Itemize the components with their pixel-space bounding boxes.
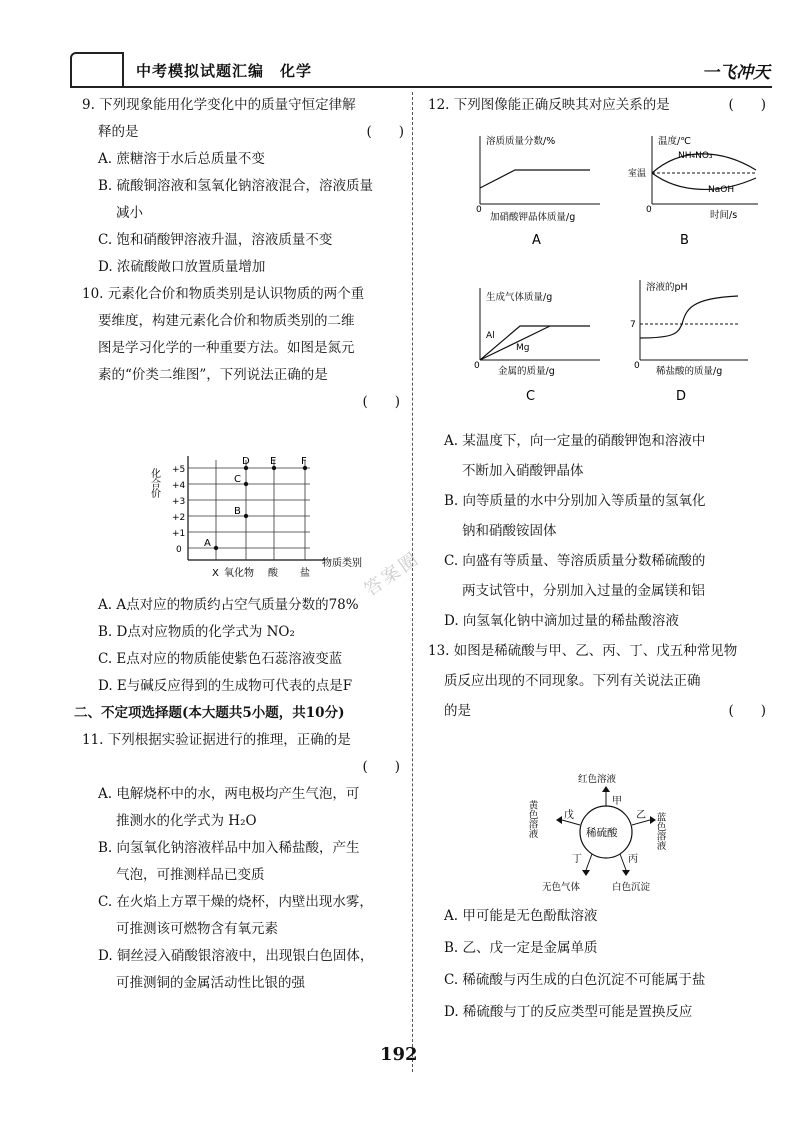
q12d-tag: D bbox=[676, 389, 687, 404]
q10-option-c: C. E点对应的物质能使紫色石蕊溶液变蓝 bbox=[98, 651, 343, 667]
q11-option-b-2: 气泡，可推测样品已变质 bbox=[116, 867, 265, 883]
q10-option-d: D. E与碱反应得到的生成物可代表的点是F bbox=[98, 678, 353, 694]
q12c-s1: Al bbox=[486, 331, 495, 341]
q12d-ylabel: 溶液的pH bbox=[646, 282, 688, 293]
q11-option-c-1: C. 在火焰上方罩干燥的烧杯，内壁出现水雾， bbox=[98, 894, 373, 910]
q13-node-wu: 戊 bbox=[564, 810, 574, 821]
left-column bbox=[82, 92, 404, 416]
column-divider bbox=[412, 92, 413, 1072]
q11-option-a-1: A. 电解烧杯中的水，两电极均产生气泡，可 bbox=[98, 786, 360, 802]
q12-chart-d bbox=[630, 280, 748, 404]
q12b-tag: B bbox=[680, 233, 689, 248]
q12-option-a: A. 某温度下，向一定量的硝酸钾饱和溶液中 bbox=[444, 433, 706, 449]
q10-line-4: 素的“价类二维图”，下列说法正确的是 bbox=[98, 367, 328, 383]
q10-line-3: 图是学习化学的一种重要方法。如图是氮元 bbox=[98, 340, 355, 356]
q12b-room: 室温 bbox=[628, 169, 647, 179]
q12b-xlabel: 时间/s bbox=[710, 210, 738, 221]
q13-node-yi: 乙 bbox=[636, 810, 646, 821]
q12-stem bbox=[428, 92, 766, 119]
q13-option-d: D. 稀硫酸与丁的反应类型可能是置换反应 bbox=[444, 1004, 693, 1020]
q11-stem: 11. 下列根据实验证据进行的推理，正确的是 bbox=[82, 732, 351, 748]
q12-chart-a bbox=[476, 135, 600, 248]
q13-node-bing: 丙 bbox=[628, 854, 638, 865]
q12-option-c-2: 两支试管中，分别加入过量的金属镁和铝 bbox=[462, 583, 705, 599]
q12-chart-c bbox=[474, 288, 600, 404]
q12-option-d: D. 向氢氧化钠中滴加过量的稀盐酸溶液 bbox=[444, 613, 679, 629]
q13-paren: ( ) bbox=[728, 703, 766, 719]
q12-option-b-2: 钠和硝酸铵固体 bbox=[462, 523, 557, 539]
q12a-ylabel: 溶质质量分数/% bbox=[486, 136, 556, 147]
q10-option-b: B. D点对应物质的化学式为 NO₂ bbox=[98, 624, 295, 640]
q10-point-a-label: A bbox=[204, 538, 211, 549]
q11-option-c-2: 可推测该可燃物含有氧元素 bbox=[116, 921, 278, 937]
q10-point-d-label: D bbox=[242, 456, 250, 467]
q13-option-a: A. 甲可能是无色酚酞溶液 bbox=[444, 908, 598, 924]
left-column-lower bbox=[74, 592, 404, 997]
q10-line-1: 10. 元素化合价和物质类别是认识物质的两个重 bbox=[82, 286, 365, 302]
q10-ytick-3: +3 bbox=[172, 497, 186, 507]
q11-paren: ( ) bbox=[362, 759, 400, 775]
q12c-tag: C bbox=[526, 389, 536, 404]
q12b-origin: 0 bbox=[646, 205, 652, 215]
q10-xtick-oxide: 氧化物 bbox=[224, 568, 254, 579]
q12a-origin: 0 bbox=[476, 205, 482, 215]
watermark-stamp: 答案圈 bbox=[360, 547, 425, 601]
q12b-ylabel: 温度/℃ bbox=[658, 136, 691, 147]
section-2-title: 二、不定项选择题(本大题共5小题，共10分) bbox=[74, 705, 345, 721]
q10-option-a: A. A点对应的物质约占空气质量分数的78% bbox=[98, 597, 359, 613]
header-logo bbox=[70, 52, 124, 88]
q13-stem-3-text: 的是 bbox=[444, 703, 471, 719]
q12-stem-text: 12. 下列图像能正确反映其对应关系的是 bbox=[428, 97, 670, 113]
q12-charts bbox=[440, 128, 770, 428]
q9-stem-2 bbox=[82, 119, 404, 146]
q10-ytick-0: 0 bbox=[176, 545, 182, 555]
header-rule bbox=[70, 86, 772, 88]
q9-option-b-1: B. 硫酸铜溶液和氢氧化钠溶液混合，溶液质量 bbox=[98, 178, 374, 194]
q13-option-b: B. 乙、戊一定是金属单质 bbox=[444, 940, 598, 956]
q12c-s2: Mg bbox=[516, 343, 530, 353]
q10-line-2: 要维度，构建元素化合价和物质类别的二维 bbox=[98, 313, 355, 329]
q10-ytick-5: +5 bbox=[172, 465, 186, 475]
q13-stem-3 bbox=[428, 696, 766, 726]
q13-option-c: C. 稀硫酸与丙生成的白色沉淀不可能属于盐 bbox=[444, 972, 706, 988]
header-brand: 一飞冲天 bbox=[702, 63, 770, 83]
q12-option-b: B. 向等质量的水中分别加入等质量的氢氧化 bbox=[444, 493, 706, 509]
q12c-ylabel: 生成气体质量/g bbox=[486, 292, 553, 303]
q12d-seven: 7 bbox=[630, 320, 636, 330]
q10-ytick-1: +1 bbox=[172, 529, 186, 539]
q12b-s1: NH₄NO₃ bbox=[678, 151, 713, 161]
q12-option-c: C. 向盛有等质量、等溶质质量分数稀硫酸的 bbox=[444, 553, 706, 569]
q10-point-a bbox=[214, 546, 218, 550]
q11-option-d-1: D. 铜丝浸入硝酸银溶液中，出现银白色固体， bbox=[98, 948, 374, 964]
q12-option-a-2: 不断加入硝酸钾晶体 bbox=[462, 463, 584, 479]
q13-left-result: 黄色溶液 bbox=[526, 800, 538, 838]
q12-stem-row bbox=[428, 92, 766, 119]
q10-xtick-x: X bbox=[212, 568, 219, 579]
q13-node-ding: 丁 bbox=[572, 854, 582, 865]
q12b-s2: NaOH bbox=[708, 185, 735, 195]
q13-br-result: 白色沉淀 bbox=[612, 882, 651, 893]
q13-node-jia: 甲 bbox=[612, 796, 622, 807]
page-number: 192 bbox=[380, 1044, 418, 1065]
q11-option-d-2: 可推测铜的金属活动性比银的强 bbox=[116, 975, 305, 991]
q12a-tag: A bbox=[532, 233, 541, 248]
q12d-origin: 0 bbox=[634, 361, 640, 371]
q9-option-b-2: 减小 bbox=[116, 205, 143, 221]
q9-option-a: A. 蔗糖溶于水后总质量不变 bbox=[98, 151, 265, 167]
q10-chart bbox=[150, 448, 360, 588]
q12d-xlabel: 稀盐酸的质量/g bbox=[656, 366, 723, 377]
q13-stem-1: 13. 如图是稀硫酸与甲、乙、丙、丁、戊五种常见物 bbox=[428, 643, 738, 659]
q10-xtick-salt: 盐 bbox=[300, 568, 310, 579]
q10-ytick-4: +4 bbox=[172, 481, 186, 491]
q10-point-c-label: C bbox=[234, 474, 241, 485]
header-title: 中考模拟试题汇编 化学 bbox=[136, 62, 313, 80]
q13-center: 稀硫酸 bbox=[586, 827, 618, 839]
q9-option-d: D. 浓硫酸敞口放置质量增加 bbox=[98, 259, 266, 275]
q11-option-b-1: B. 向氢氧化钠溶液样品中加入稀盐酸，产生 bbox=[98, 840, 360, 856]
q9-stem-2-text: 释的是 bbox=[98, 124, 139, 140]
q10-xlabel: 物质类别 bbox=[322, 558, 362, 569]
q10-point-b-label: B bbox=[234, 506, 241, 517]
q10-point-b bbox=[244, 514, 248, 518]
q13-options bbox=[428, 900, 766, 1028]
q12a-xlabel: 加硝酸钾晶体质量/g bbox=[490, 212, 576, 223]
q12-paren: ( ) bbox=[728, 97, 766, 113]
q12-chart-b bbox=[628, 135, 758, 248]
q9-paren: ( ) bbox=[366, 124, 404, 140]
q13-stem-2: 质反应出现的不同现象。下列有关说法正确 bbox=[444, 673, 701, 689]
q10-point-e-label: E bbox=[270, 456, 277, 467]
q10-point-c bbox=[244, 482, 248, 486]
q13-top-result: 红色溶液 bbox=[578, 774, 617, 785]
q9-stem-1: 9. 下列现象能用化学变化中的质量守恒定律解 bbox=[82, 97, 356, 113]
q10-ylabel: 化合价 bbox=[148, 468, 160, 498]
q10-ytick-2: +2 bbox=[172, 513, 186, 523]
q12c-origin: 0 bbox=[474, 361, 480, 371]
q9-option-c: C. 饱和硝酸钾溶液升温，溶液质量不变 bbox=[98, 232, 333, 248]
q13-bl-result: 无色气体 bbox=[542, 882, 581, 893]
q10-xtick-acid: 酸 bbox=[268, 568, 278, 579]
q12-options bbox=[428, 426, 766, 726]
q10-paren: ( ) bbox=[362, 394, 400, 410]
q13-diagram bbox=[520, 770, 690, 894]
q10-point-f-label: F bbox=[301, 456, 307, 467]
q13-right-result: 蓝色溶液 bbox=[654, 812, 666, 850]
q12c-xlabel: 金属的质量/g bbox=[498, 366, 555, 377]
q11-option-a-2: 推测水的化学式为 H₂O bbox=[116, 813, 257, 829]
